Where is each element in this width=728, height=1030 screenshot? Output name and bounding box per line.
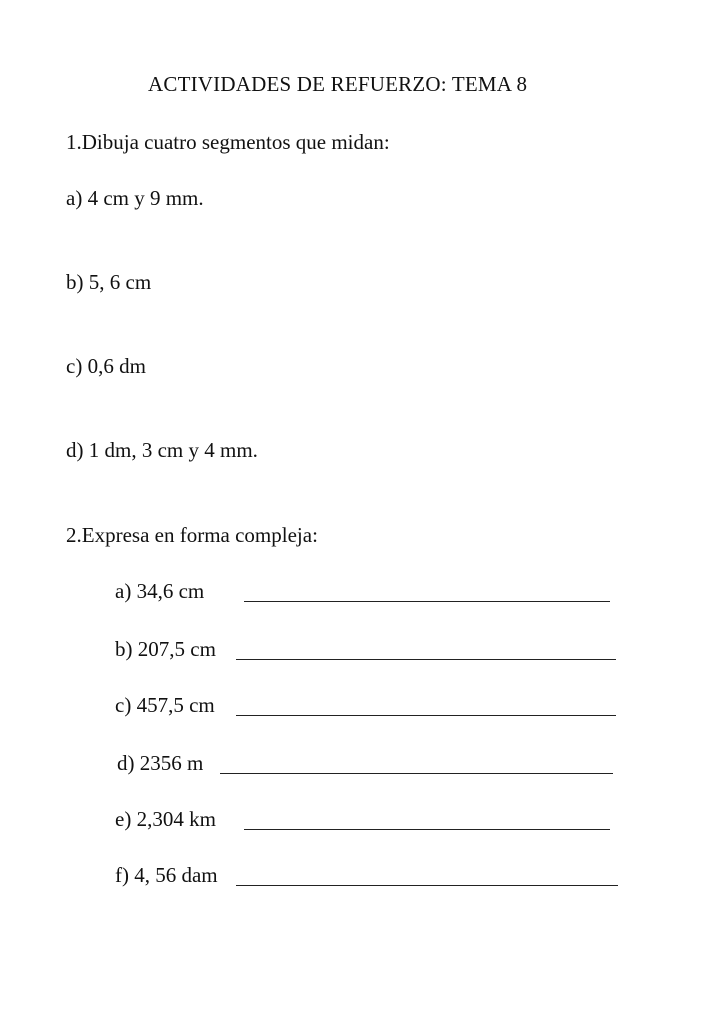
question-1-item-c: c) 0,6 dm [66,354,146,378]
worksheet-title: ACTIVIDADES DE REFUERZO: TEMA 8 [148,72,528,96]
answer-line-c[interactable] [236,715,616,716]
answer-line-d[interactable] [220,773,613,774]
question-1-item-b: b) 5, 6 cm [66,270,152,294]
question-2-item-e: e) 2,304 km [115,807,216,831]
question-2-item-a: a) 34,6 cm [115,579,205,603]
question-1-item-a: a) 4 cm y 9 mm. [66,186,204,210]
question-1-prompt: 1.Dibuja cuatro segmentos que midan: [66,130,390,154]
answer-line-a[interactable] [244,601,610,602]
question-2-prompt: 2.Expresa en forma compleja: [66,523,318,547]
question-2-item-d: d) 2356 m [117,751,204,775]
answer-line-b[interactable] [236,659,616,660]
question-2-item-f: f) 4, 56 dam [115,863,218,887]
question-1-item-d: d) 1 dm, 3 cm y 4 mm. [66,438,258,462]
answer-line-f[interactable] [236,885,618,886]
question-2-item-c: c) 457,5 cm [115,693,215,717]
answer-line-e[interactable] [244,829,610,830]
question-2-item-b: b) 207,5 cm [115,637,216,661]
